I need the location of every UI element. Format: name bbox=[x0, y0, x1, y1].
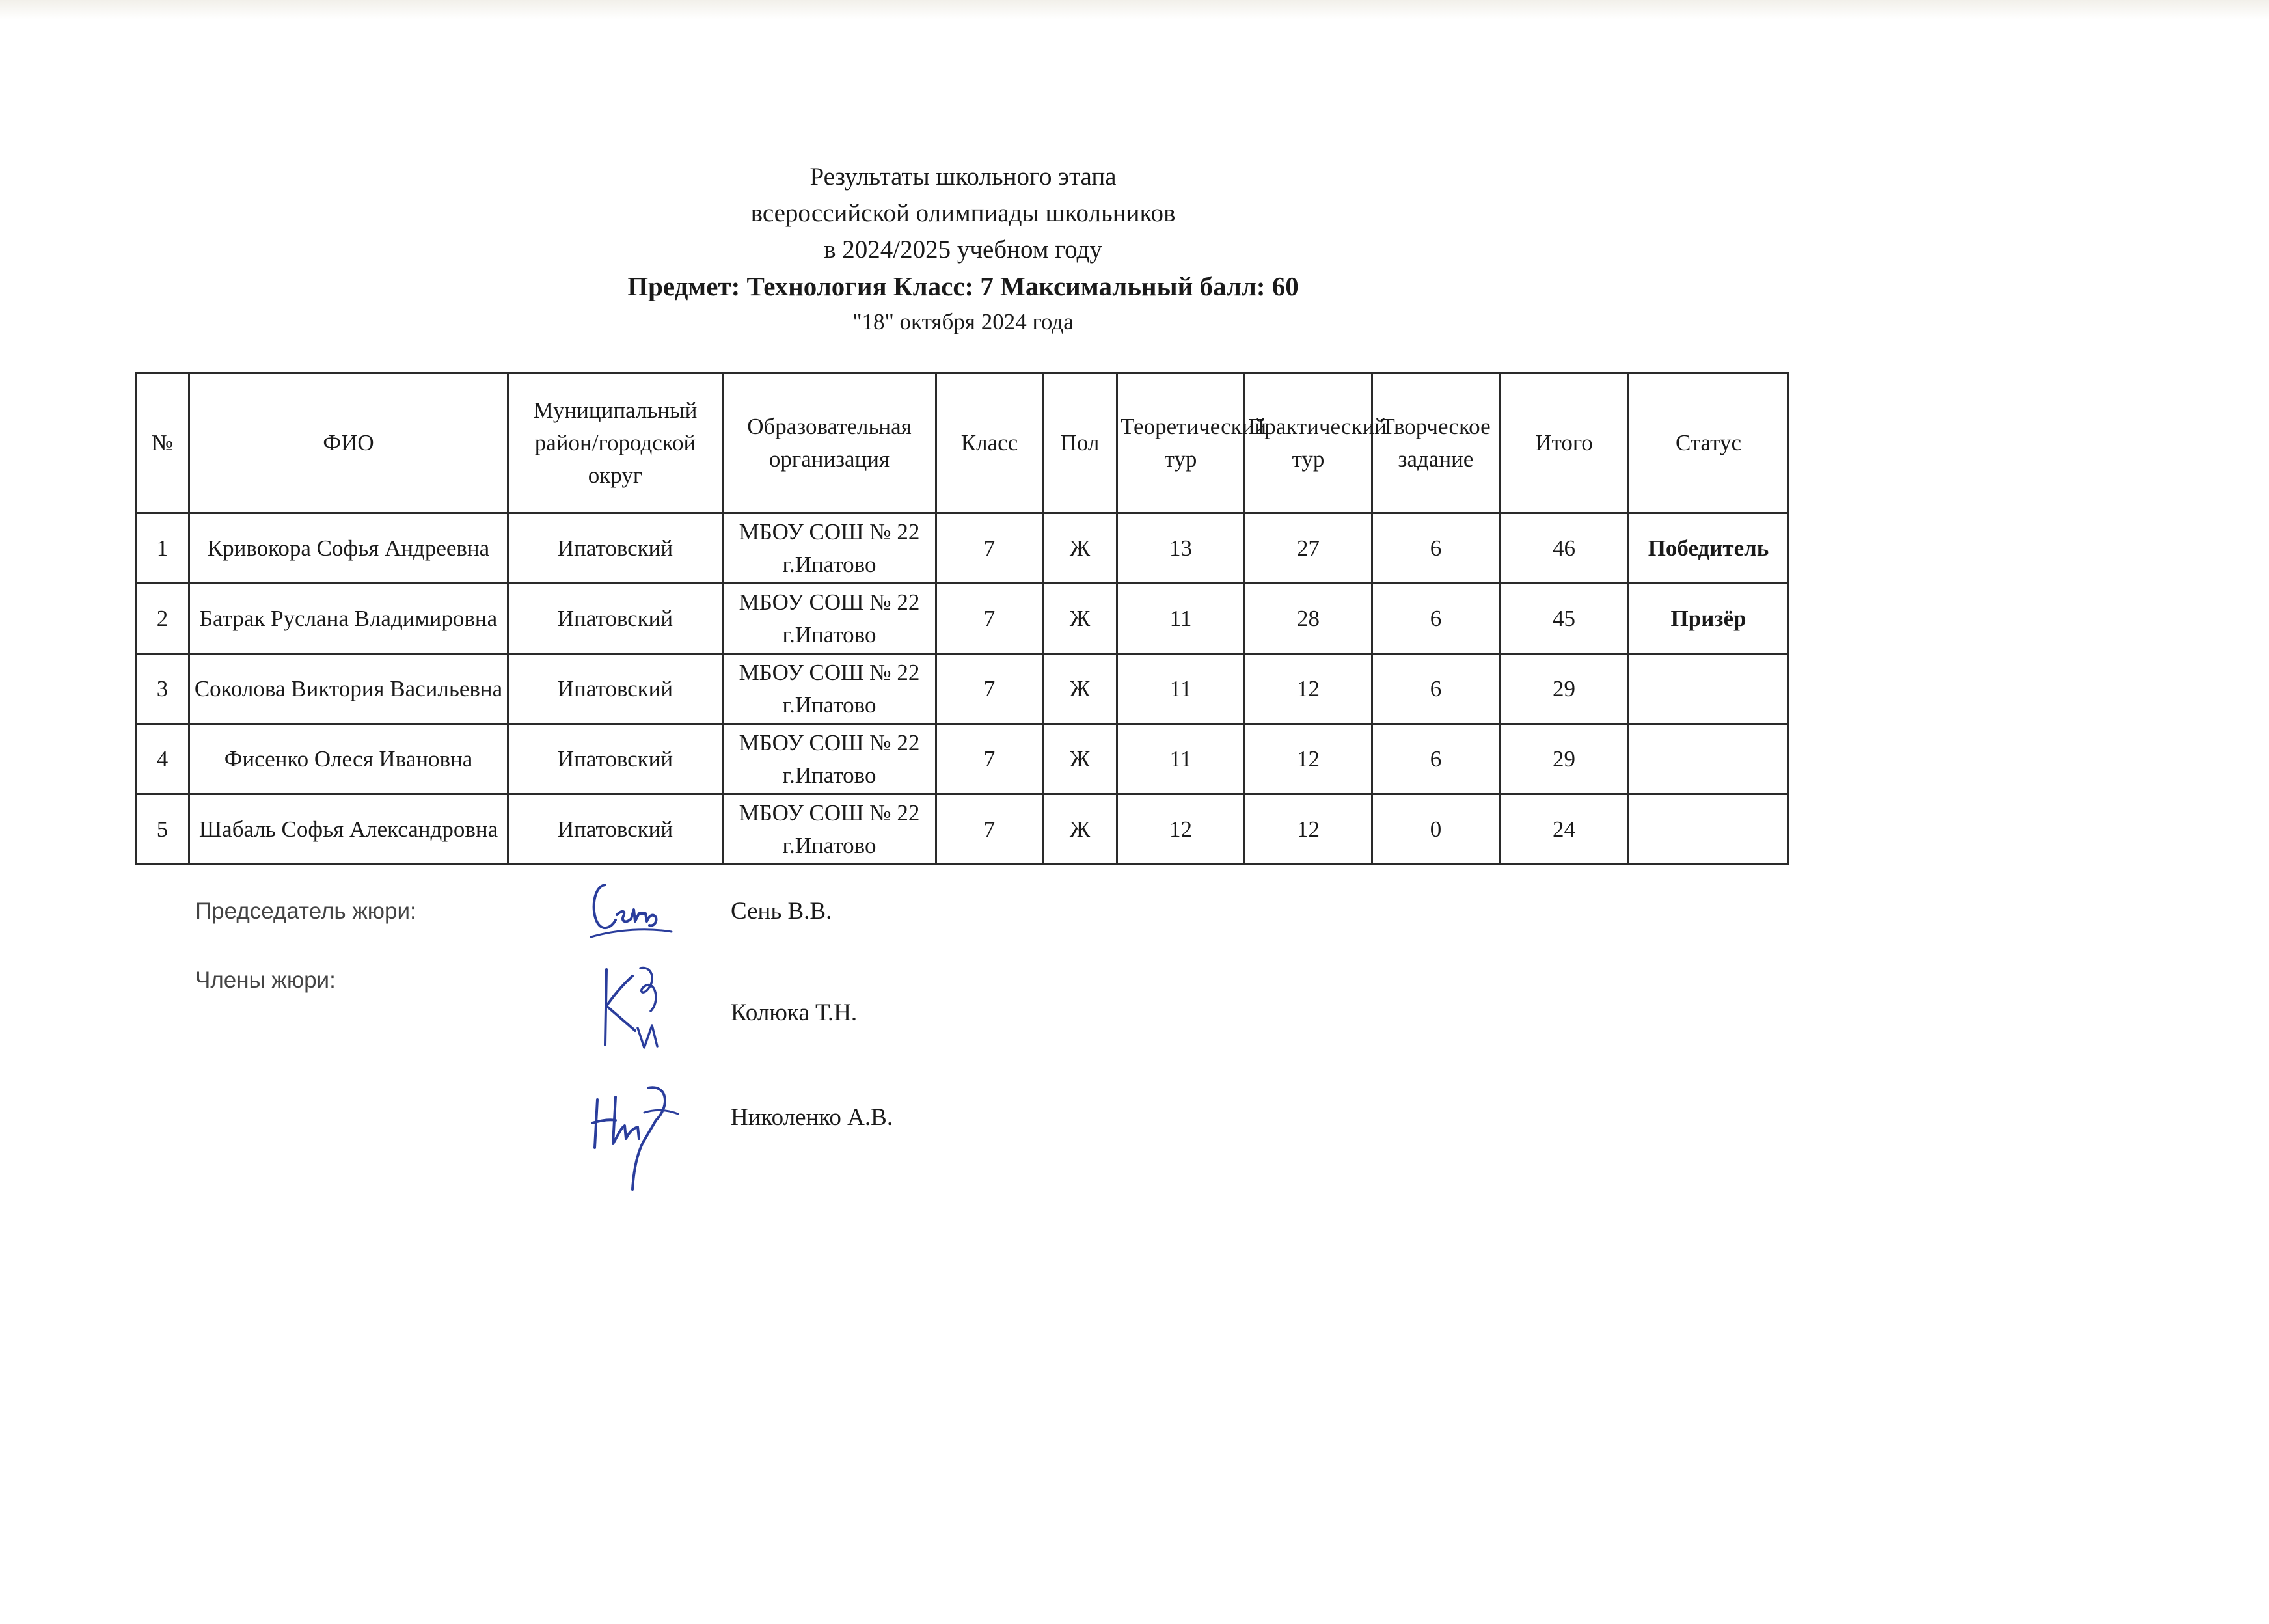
cell-theory: 13 bbox=[1117, 513, 1245, 584]
results-table bbox=[135, 372, 1789, 865]
header-theory: Теоретический тур bbox=[1117, 373, 1245, 513]
header-status: Статус bbox=[1629, 373, 1789, 513]
cell-creative: 6 bbox=[1372, 513, 1500, 584]
cell-status bbox=[1629, 654, 1789, 724]
cell-district: Ипатовский bbox=[508, 654, 723, 724]
cell-practice: 27 bbox=[1245, 513, 1372, 584]
cell-name: Соколова Виктория Васильевна bbox=[189, 654, 508, 724]
heading-line-2: всероссийской олимпиады школьников bbox=[750, 199, 1176, 227]
header-district: Муниципальный район/городской округ bbox=[508, 373, 723, 513]
cell-sex: Ж bbox=[1043, 794, 1117, 865]
chair-signature bbox=[586, 872, 677, 943]
cell-school: МБОУ СОШ № 22 г.Ипатово bbox=[723, 584, 936, 654]
table-row bbox=[136, 724, 1789, 794]
cell-status: Победитель bbox=[1629, 513, 1789, 584]
header-practice: Практический тур bbox=[1245, 373, 1372, 513]
cell-creative: 0 bbox=[1372, 794, 1500, 865]
member-signature bbox=[586, 1080, 683, 1194]
header-grade: Класс bbox=[936, 373, 1043, 513]
heading-subject-line: Предмет: Технология Класс: 7 Максимальный балл: 60 bbox=[627, 271, 1299, 301]
cell-practice: 12 bbox=[1245, 724, 1372, 794]
cell-total: 29 bbox=[1500, 654, 1629, 724]
table-row bbox=[136, 794, 1789, 865]
cell-practice: 12 bbox=[1245, 794, 1372, 865]
heading-line-3: в 2024/2025 учебном году bbox=[824, 236, 1102, 264]
member-signature bbox=[592, 963, 677, 1054]
cell-number: 5 bbox=[136, 794, 189, 865]
cell-creative: 6 bbox=[1372, 724, 1500, 794]
header-number: № bbox=[136, 373, 189, 513]
cell-district: Ипатовский bbox=[508, 513, 723, 584]
cell-number: 4 bbox=[136, 724, 189, 794]
cell-school: МБОУ СОШ № 22 г.Ипатово bbox=[723, 654, 936, 724]
cell-theory: 11 bbox=[1117, 584, 1245, 654]
heading-date: "18" октября 2024 года bbox=[852, 309, 1074, 334]
header-creative: Творческое задание bbox=[1372, 373, 1500, 513]
cell-grade: 7 bbox=[936, 654, 1043, 724]
cell-grade: 7 bbox=[936, 584, 1043, 654]
table-header-row bbox=[136, 373, 1789, 513]
cell-theory: 12 bbox=[1117, 794, 1245, 865]
jury-members-label: Члены жюри: bbox=[195, 968, 336, 993]
table-row bbox=[136, 584, 1789, 654]
cell-number: 1 bbox=[136, 513, 189, 584]
cell-practice: 12 bbox=[1245, 654, 1372, 724]
jury-chair-label: Председатель жюри: bbox=[195, 899, 416, 924]
cell-status: Призёр bbox=[1629, 584, 1789, 654]
cell-grade: 7 bbox=[936, 513, 1043, 584]
cell-name: Кривокора Софья Андреевна bbox=[189, 513, 508, 584]
scan-edge bbox=[0, 0, 2269, 20]
cell-total: 24 bbox=[1500, 794, 1629, 865]
jury-member-name: Колюка Т.Н. bbox=[731, 999, 858, 1026]
cell-district: Ипатовский bbox=[508, 794, 723, 865]
document-heading bbox=[0, 159, 1926, 340]
cell-total: 45 bbox=[1500, 584, 1629, 654]
cell-creative: 6 bbox=[1372, 584, 1500, 654]
cell-school: МБОУ СОШ № 22 г.Ипатово bbox=[723, 724, 936, 794]
cell-total: 46 bbox=[1500, 513, 1629, 584]
table-row bbox=[136, 513, 1789, 584]
cell-name: Батрак Руслана Владимировна bbox=[189, 584, 508, 654]
heading-line-1: Результаты школьного этапа bbox=[809, 163, 1117, 191]
header-fio: ФИО bbox=[189, 373, 508, 513]
cell-status bbox=[1629, 724, 1789, 794]
cell-total: 29 bbox=[1500, 724, 1629, 794]
header-sex: Пол bbox=[1043, 373, 1117, 513]
cell-school: МБОУ СОШ № 22 г.Ипатово bbox=[723, 513, 936, 584]
cell-sex: Ж bbox=[1043, 584, 1117, 654]
cell-number: 2 bbox=[136, 584, 189, 654]
cell-sex: Ж bbox=[1043, 513, 1117, 584]
cell-school: МБОУ СОШ № 22 г.Ипатово bbox=[723, 794, 936, 865]
cell-name: Фисенко Олеся Ивановна bbox=[189, 724, 508, 794]
cell-district: Ипатовский bbox=[508, 584, 723, 654]
cell-theory: 11 bbox=[1117, 724, 1245, 794]
cell-sex: Ж bbox=[1043, 654, 1117, 724]
cell-practice: 28 bbox=[1245, 584, 1372, 654]
header-school: Образовательная организация bbox=[723, 373, 936, 513]
cell-status bbox=[1629, 794, 1789, 865]
cell-creative: 6 bbox=[1372, 654, 1500, 724]
cell-number: 3 bbox=[136, 654, 189, 724]
table-row bbox=[136, 654, 1789, 724]
cell-sex: Ж bbox=[1043, 724, 1117, 794]
cell-name: Шабаль Софья Александровна bbox=[189, 794, 508, 865]
header-total: Итого bbox=[1500, 373, 1629, 513]
cell-district: Ипатовский bbox=[508, 724, 723, 794]
cell-grade: 7 bbox=[936, 724, 1043, 794]
cell-grade: 7 bbox=[936, 794, 1043, 865]
jury-chair-name: Сень В.В. bbox=[731, 898, 832, 925]
jury-member-name: Николенко А.В. bbox=[731, 1104, 893, 1131]
cell-theory: 11 bbox=[1117, 654, 1245, 724]
